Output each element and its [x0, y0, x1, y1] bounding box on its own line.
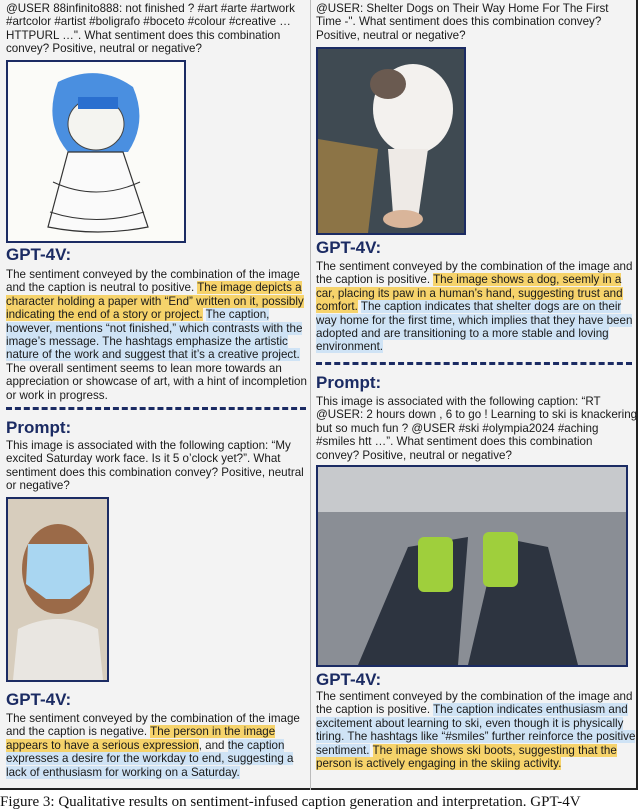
- column-divider: [310, 0, 311, 790]
- image-grounded-highlight: The image shows a dog, seemly in a car, placing its paw in a human’s hand, suggesting trust and comfort.: [316, 273, 623, 314]
- response-text: The sentiment conveyed by the combination of the image and the caption is neutral to positive.: [6, 268, 300, 295]
- dog-photo-image: [316, 47, 466, 235]
- right-response1-text: [316, 260, 638, 354]
- image-grounded-highlight: The image depicts a character holding a paper with “End” written on it, possibly indicating the end of a story or project.: [6, 281, 304, 322]
- caption-grounded-highlight: the caption expresses a desire for the workday to end, suggesting a lack of enthusiasm for working on a Saturday.: [6, 738, 294, 779]
- right-response2-text: [316, 690, 638, 770]
- section-divider: [316, 362, 632, 365]
- anime-drawing-image: [6, 60, 186, 243]
- ski-boots-photo-image: [316, 465, 628, 667]
- right-prompt2-heading: Prompt:: [316, 373, 382, 392]
- right-prompt1-text: @USER: Shelter Dogs on Their Way Home For The First Time -". What sentiment does this combination convey? Positive, neutral or negative?: [316, 2, 609, 42]
- left-response2-text: [6, 712, 309, 779]
- left-response2-heading: GPT-4V:: [6, 690, 72, 709]
- image-grounded-highlight: The person in the image appears to have a serious expression: [6, 725, 276, 752]
- right-response2-heading: GPT-4V:: [316, 670, 382, 689]
- left-response1-text: [6, 268, 309, 402]
- left-prompt1-text: @USER 88infinito888: not finished ? #art #arte #artwork #artcolor #artist #boligrafo #boceto #colour #creative … HTTPURL …". What sentiment does this combination convey? Positive, neutral or negative?: [6, 2, 295, 56]
- caption-grounded-highlight: The caption indicates enthusiasm and excitement about learning to ski, even though it is physically tiring. The hashtags like “#smiles” further reinforce the positive sentiment.: [316, 703, 636, 757]
- response-text: The overall sentiment seems to lean more towards an appreciation or showcase of art, with a hint of incompletion or work in progress.: [6, 361, 307, 402]
- right-response1-heading: GPT-4V:: [316, 238, 382, 257]
- figure-caption: Figure 3: Qualitative results on sentiment-infused caption generation and interpretation. GPT-4V: [0, 794, 581, 810]
- right-prompt2-text: This image is associated with the following caption: “RT @USER: 2 hours down , 6 to go ! Learning to ski is knackering but so much fun ? @USER #ski #olympia2024 #aching #smiles htt …”. What sentiment does this combination convey? Positive, neutral or negative?: [316, 395, 638, 462]
- caption-grounded-highlight: The caption indicates that shelter dogs are on their way home for the first time, which implies that they have been adopted and are transitioning to a more stable and loving environment.: [316, 300, 633, 354]
- image-grounded-highlight: The image shows ski boots, suggesting that the person is actively engaging in the skiing activity.: [316, 743, 617, 771]
- left-prompt2-heading: Prompt:: [6, 418, 72, 437]
- caption-grounded-highlight: The caption, however, mentions “not finished,” which contrasts with the image’s message. The hashtags emphasize the artistic nature of the work and suggest that it’s a creative project.: [6, 308, 303, 362]
- response-text: The sentiment conveyed by the combination of the image and the caption is positive.: [316, 260, 633, 287]
- section-divider: [6, 407, 306, 410]
- person-photo-image: [6, 497, 109, 682]
- response-text: , and: [198, 738, 228, 752]
- left-prompt2-text: This image is associated with the following caption: “My excited Saturday work face. Is it 5 o’clock yet?”. What sentiment does this combination convey? Positive, neutral or negative?: [6, 439, 304, 493]
- response-text: The sentiment conveyed by the combination of the image and the caption is negative.: [6, 712, 300, 739]
- response-text: The sentiment conveyed by the combination of the image and the caption is positive.: [316, 690, 633, 717]
- left-response1-heading: GPT-4V:: [6, 245, 72, 264]
